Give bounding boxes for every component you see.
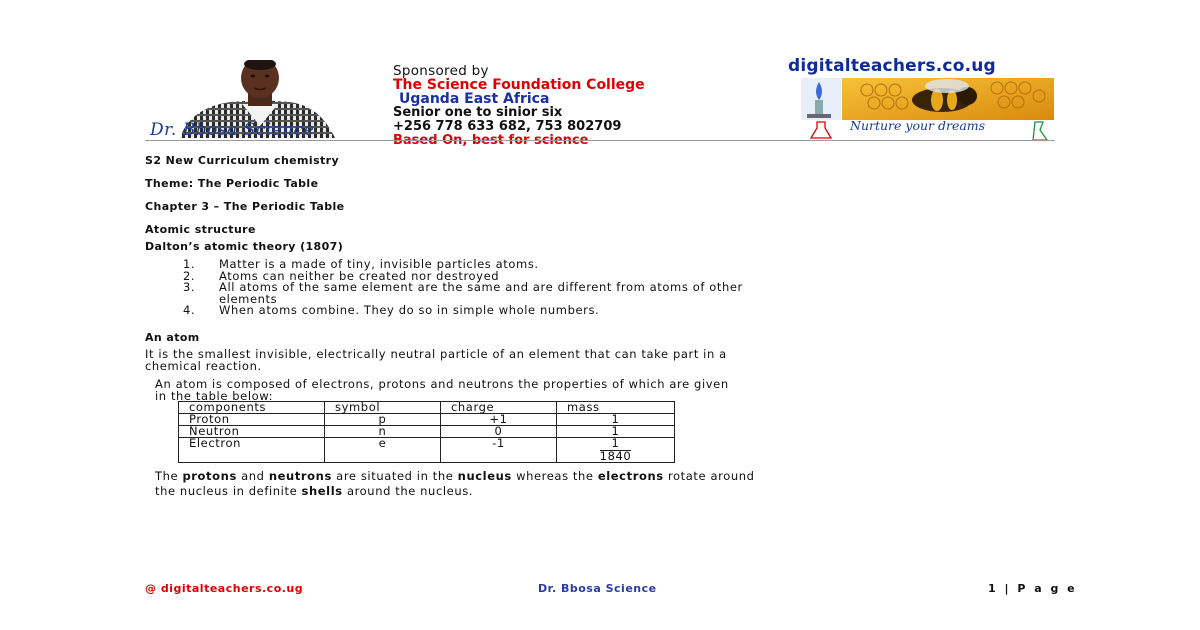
sponsor-block (393, 64, 645, 148)
electron-mass-fraction (600, 438, 632, 462)
table-header-cell: components (179, 402, 325, 414)
table-header-cell: charge (441, 402, 557, 414)
table-cell: p (325, 414, 441, 426)
table-row (179, 438, 675, 463)
page-number: 1 | P a g e (988, 582, 1078, 595)
text-run: rotate around (663, 469, 755, 483)
footer-website: @ digitalteachers.co.ug (145, 582, 304, 595)
author-signature: Dr. Bbosa Science (150, 120, 315, 140)
atom-definition (145, 348, 727, 372)
sponsor-line: +256 778 633 682, 753 802709 (393, 119, 622, 134)
tagline: Nurture your dreams (850, 118, 986, 133)
atom-heading: An atom (145, 331, 200, 344)
table-cell: Neutron (179, 426, 325, 438)
summary-paragraph (155, 469, 755, 499)
table-cell: Electron (179, 438, 325, 463)
list-number: 4. (183, 303, 196, 317)
theme-heading: Theme: The Periodic Table (145, 177, 319, 190)
list-text: When atoms combine. They do so in simple whole numbers. (219, 303, 600, 317)
table-cell: -1 (441, 438, 557, 463)
table-cell: 1 (557, 414, 675, 426)
text-run: whereas the (511, 469, 598, 483)
paragraph-line (155, 484, 755, 499)
dalton-points-list (183, 259, 743, 317)
composition-paragraph (155, 378, 729, 402)
fraction-numerator: 1 (611, 436, 620, 450)
list-text: All atoms of the same element are the same and are different from atoms of other (219, 280, 743, 294)
text-run: around the nucleus. (342, 484, 474, 498)
list-number: 3. (183, 280, 196, 294)
text-run: and (236, 469, 269, 483)
table-header-row (179, 402, 675, 414)
dalton-heading: Dalton’s atomic theory (1807) (145, 240, 344, 253)
paragraph-line: chemical reaction. (145, 359, 262, 373)
keyword-electrons: electrons (597, 469, 664, 483)
table-cell: e (325, 438, 441, 463)
course-title: S2 New Curriculum chemistry (145, 154, 340, 167)
list-item (183, 305, 743, 317)
chapter-heading: Chapter 3 – The Periodic Table (145, 200, 345, 213)
sponsor-line: Sponsored by (393, 63, 489, 79)
keyword-neutrons: neutrons (268, 469, 332, 483)
table-header-cell: symbol (325, 402, 441, 414)
paragraph-line (155, 469, 755, 484)
table-cell (557, 438, 675, 463)
text-run: are situated in the (331, 469, 458, 483)
list-number: 1. (183, 257, 196, 271)
table-cell: 1 (557, 426, 675, 438)
list-text: Matter is a made of tiny, invisible particles atoms. (219, 257, 539, 271)
website-logo: digitalteachers.co.ug (788, 56, 996, 76)
table-row (179, 414, 675, 426)
table-cell: +1 (441, 414, 557, 426)
text-run: The (155, 469, 183, 483)
table-header-cell: mass (557, 402, 675, 414)
sponsor-line: The Science Foundation College (393, 77, 645, 93)
paragraph-line: An atom is composed of electrons, protons and neutrons the properties of which are given (155, 377, 729, 391)
list-text: Atoms can neither be created nor destroyed (219, 268, 500, 283)
paragraph-line: in the table below: (155, 389, 274, 403)
sponsor-line: Based On, best for science (393, 133, 589, 148)
fraction-denominator: 1840 (599, 449, 632, 463)
section-heading: Atomic structure (145, 223, 256, 236)
keyword-protons: protons (182, 469, 237, 483)
table-cell: 0 (441, 426, 557, 438)
table-cell: n (325, 426, 441, 438)
list-text: elements (219, 291, 278, 306)
text-run: the nucleus in definite (155, 484, 302, 498)
paragraph-line: It is the smallest invisible, electrically neutral particle of an element that can take part in a (145, 347, 727, 361)
footer-author: Dr. Bbosa Science (538, 582, 657, 595)
sponsor-line: Uganda East Africa (399, 91, 550, 107)
sponsor-line: Senior one to sinior six (393, 105, 563, 120)
particle-properties-table (178, 401, 675, 463)
keyword-nucleus: nucleus (457, 469, 512, 483)
list-number: 2. (183, 268, 196, 283)
keyword-shells: shells (301, 484, 343, 498)
header-divider (145, 140, 1055, 141)
table-cell: Proton (179, 414, 325, 426)
table-row (179, 426, 675, 438)
